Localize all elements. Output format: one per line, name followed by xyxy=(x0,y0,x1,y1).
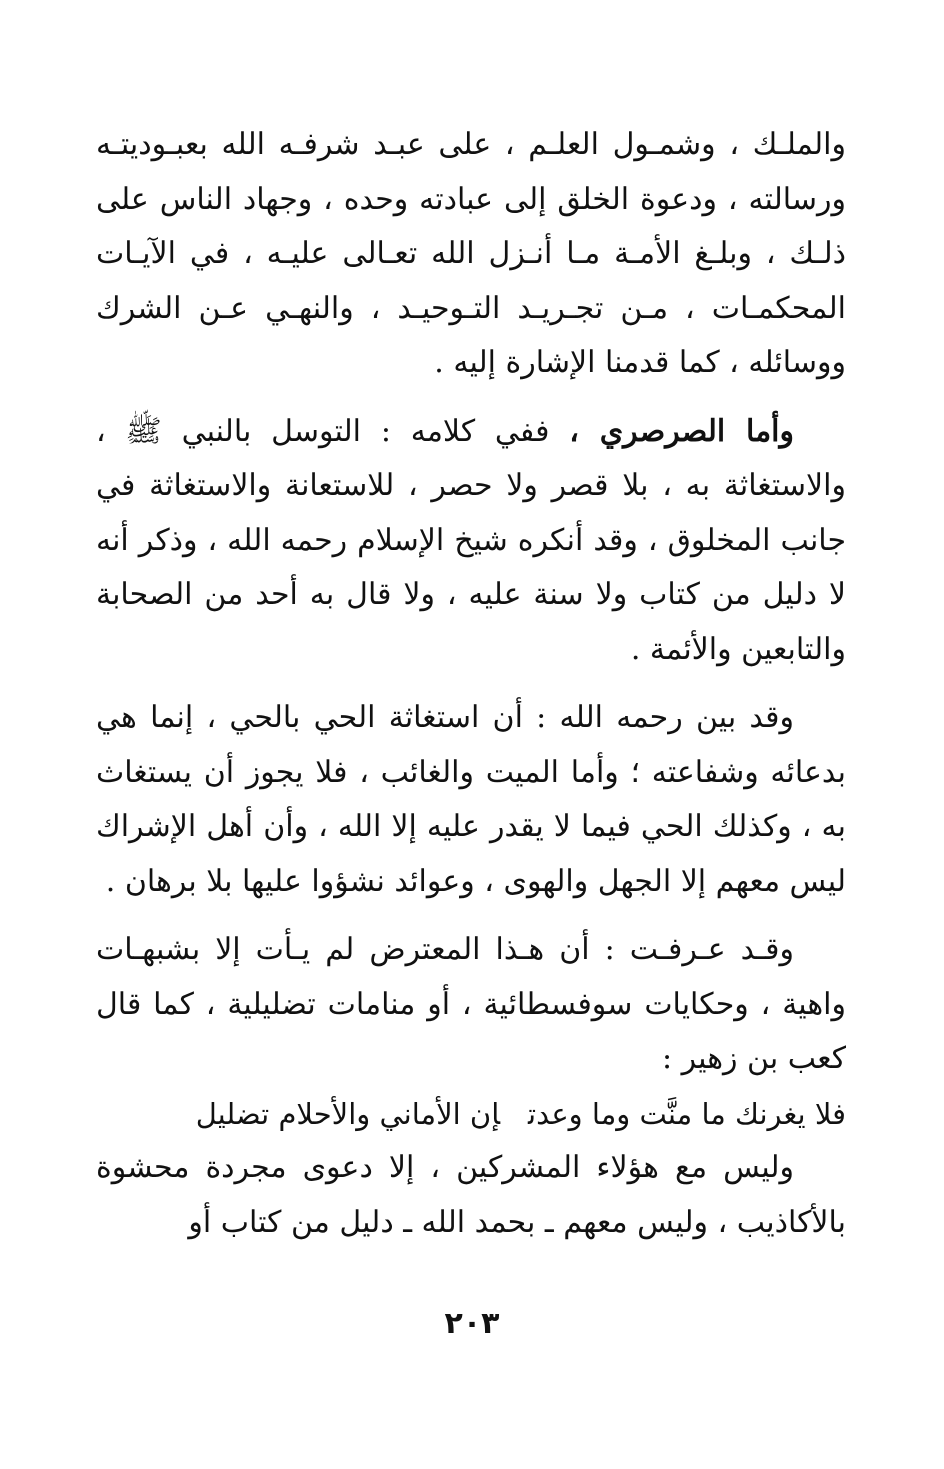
paragraph-2-lead: وأما الصرصري ، xyxy=(569,413,795,449)
paragraph-2-text: ففي كلامه : التوسل بالنبي ﷺ ، والاستغاثة به ، بلا قصر ولا حصر ، للاستعانة والاستغاثة في جانب المخلوق ، وقد أنكره شيخ الإسلام رحمه الله ، وذكر أنه لا دليل من كتاب ولا سنة عليه ، ولا قال به أحد من الصحابة والتابعين والأئمة . xyxy=(96,413,846,667)
paragraph-5: وليس مع هؤلاء المشركين ، إلا دعوى مجردة محشوة بالأكاذيب ، وليس معهم ـ بحمد الله ـ دليل من كتاب أو xyxy=(96,1150,846,1240)
paragraph-gap xyxy=(96,909,846,923)
paragraph-2 xyxy=(96,405,846,678)
verse-first-hemistich: فلا يغرنك ما منَّت وما وعدت xyxy=(528,1096,846,1131)
paragraph-gap xyxy=(96,677,846,691)
page-body xyxy=(96,118,846,1298)
paragraph-gap xyxy=(96,391,846,405)
paragraph-4: وقـد عـرفـت : أن هـذا المعترض لم يـأت إلا بشبهـات واهية ، وحكايات سوفسطائية ، أو منامات تضليلية ، كما قال كعب بن زهير : xyxy=(96,932,846,1076)
paragraph-1: والملـك ، وشمـول العلـم ، على عبـد شرفـه الله بعبـوديتـه ورسالته ، ودعوة الخلق إلى عبادته وحده ، وجهاد الناس على ذلـك ، وبلـغ الأمـة مـا أنـزل الله تعـالى عليـه ، في الآيـات المحكمـات ، مـن تجـريـد التـوحيـد ، والنهـي عـن الشرك ووسائله ، كما قدمنا الإشارة إليه . xyxy=(96,127,846,380)
poetry-verse xyxy=(96,1087,846,1142)
page-number: ٢٠٣ xyxy=(444,1306,500,1341)
verse-second-hemistich: إن الأماني والأحلام تضليل xyxy=(195,1096,501,1131)
paragraph-3: وقد بين رحمه الله : أن استغاثة الحي بالحي ، إنما هي بدعائه وشفاعته ؛ وأما الميت والغائب ، فلا يجوز أن يستغاث به ، وكذلك الحي فيما لا يقدر عليه إلا الله ، وأن أهل الإشراك ليس معهم إلا الجهل والهوى ، وعوائد نشؤوا عليها بلا برهان . xyxy=(96,700,846,899)
